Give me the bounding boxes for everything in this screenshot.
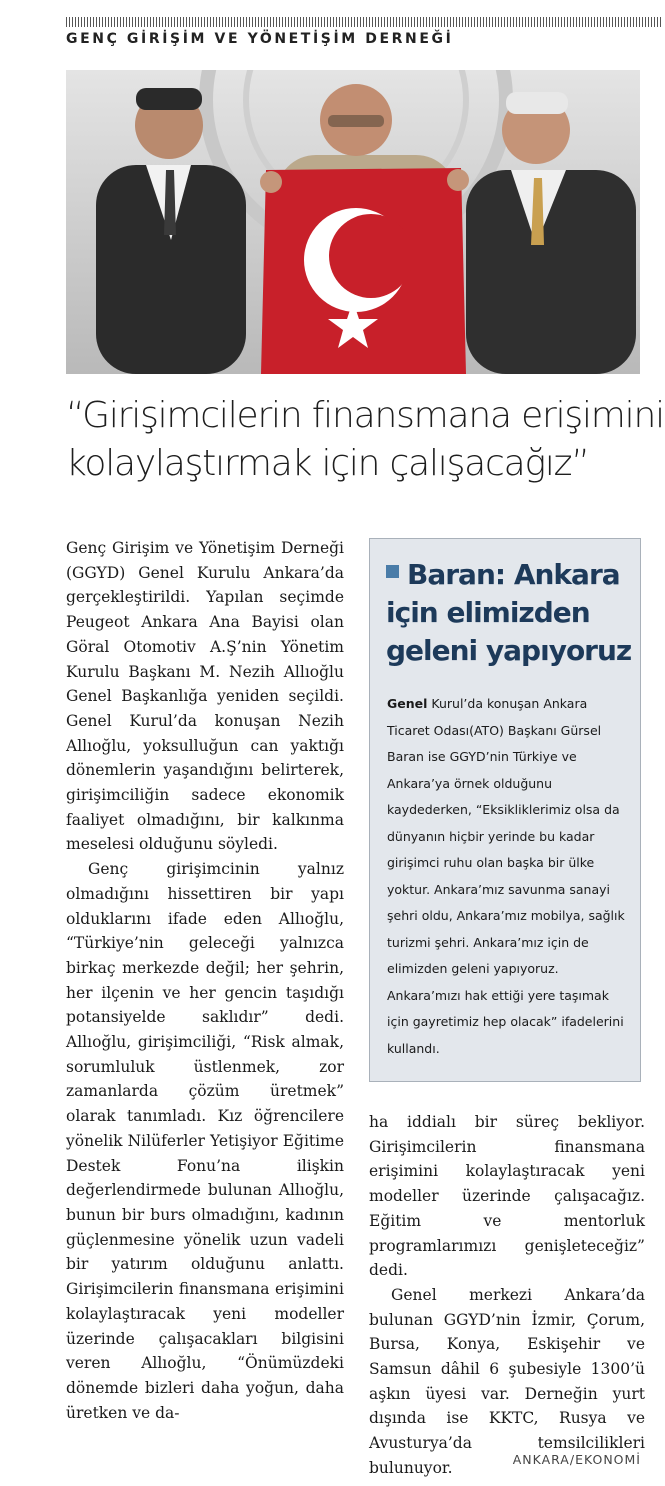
sidebar-title: Baran: Ankara için elimizden geleni yapıyoruz	[386, 558, 632, 667]
article-column-2	[369, 1110, 645, 1481]
paragraph-4: Genel merkezi Ankara’da bulunan GGYD’nin İzmir, Çorum, Bursa, Konya, Eskişehir ve Samsun dâhil 6 şubesiyle 1300’ü aşkın üyesi var. Derneğin yurt dışında ise KKTC, Rusya ve Avusturya’da temsilcilikleri bulunuyor.	[369, 1285, 645, 1477]
paragraph-3: ha iddialı bir süreç bekliyor. Girişimcilerin finansmana erişimini kolaylaştıracak yeni modeller üzerinde çalışacağız. Eğitim ve mentorluk programlarımızı genişleteceğiz” dedi.	[369, 1113, 645, 1280]
paragraph-2: Genç girişimcinin yalnız olmadığını hissettiren bir yapı olduklarını ifade eden Allıoğlu, “Türkiye’nin geleceği yalnızca birkaç merkezde değil; her şehrin, her ilçenin ve her gencin taşıdığı potansiyelde saklıdır” dedi. Allıoğlu, girişimciliği, “Risk almak, sorumluluk üstlenmek, zor zamanlarda çözüm üretmek” olarak tanımladı. Kız öğrencilere yönelik Nilüferler Yetişiyor Eğitime Destek Fonu’na ilişkin değerlendirmede bulunan Allıoğlu, bunun bir burs olmadığını, kadının güçlenmesine yönelik uzun vadeli bir yatırım olduğunu anlattı. Girişimcilerin finansmana erişimini kolaylaştıracak yeni modeller üzerinde çalışacakları bilgisini veren Allıoğlu, “Önümüzdeki dönemde bizleri daha yoğun, daha üretken ve da-	[66, 860, 344, 1422]
headline-line-1: “Girişimcilerin finansmana erişimini	[66, 395, 664, 436]
byline: ANKARA/EKONOMİ	[512, 1452, 641, 1467]
paragraph-1: Genç Girişim ve Yönetişim Derneği (GGYD) Genel Kurulu Ankara’da gerçekleştirildi. Yapılan seçimde Peugeot Ankara Ana Bayisi olan Göral Otomotiv A.Ş’nin Yönetim Kurulu Başkanı M. Nezih Allıoğlu Genel Başkanlığa yeniden seçildi. Genel Kurul’da konuşan Nezih Allıoğlu, yoksulluğun can yaktığı dönemlerin yaşandığını belirterek, girişimciliğin sadece ekonomik faaliyet olmadığını, bir kalkınma meselesi olduğunu söyledi.	[66, 539, 344, 854]
headline-line-2: kolaylaştırmak için çalışacağız”	[66, 443, 589, 484]
sidebar-body: Kurul’da konuşan Ankara Ticaret Odası(ATO) Başkanı Gürsel Baran ise GGYD’nin Türkiye ve Ankara’ya örnek olduğunu kaydederken, “Eksikliklerimiz olsa da dünyanın hiçbir yerinde bu kadar girişimci ruhu olan başka bir ülke yoktur. Ankara’mız savunma sanayi şehri oldu, Ankara’mız mobilya, sağlık turizmi şehri. Ankara’mız için de elimizden geleni yapıyoruz. Ankara’mızı hak ettiği yere taşımak için gayretimiz hep olacak” ifadelerini kullandı.	[387, 696, 625, 1056]
headline	[66, 392, 664, 488]
sidebar-text	[387, 691, 633, 1062]
news-photo	[66, 70, 640, 374]
square-bullet-icon	[386, 565, 399, 578]
sidebar-box	[369, 538, 641, 1082]
header-rule	[66, 17, 662, 27]
section-kicker: GENÇ GİRİŞİM VE YÖNETİŞİM DERNEĞİ	[66, 31, 454, 47]
sidebar-lead: Genel	[387, 696, 428, 711]
article-column-1	[66, 536, 344, 1425]
photo-icon	[66, 70, 640, 374]
